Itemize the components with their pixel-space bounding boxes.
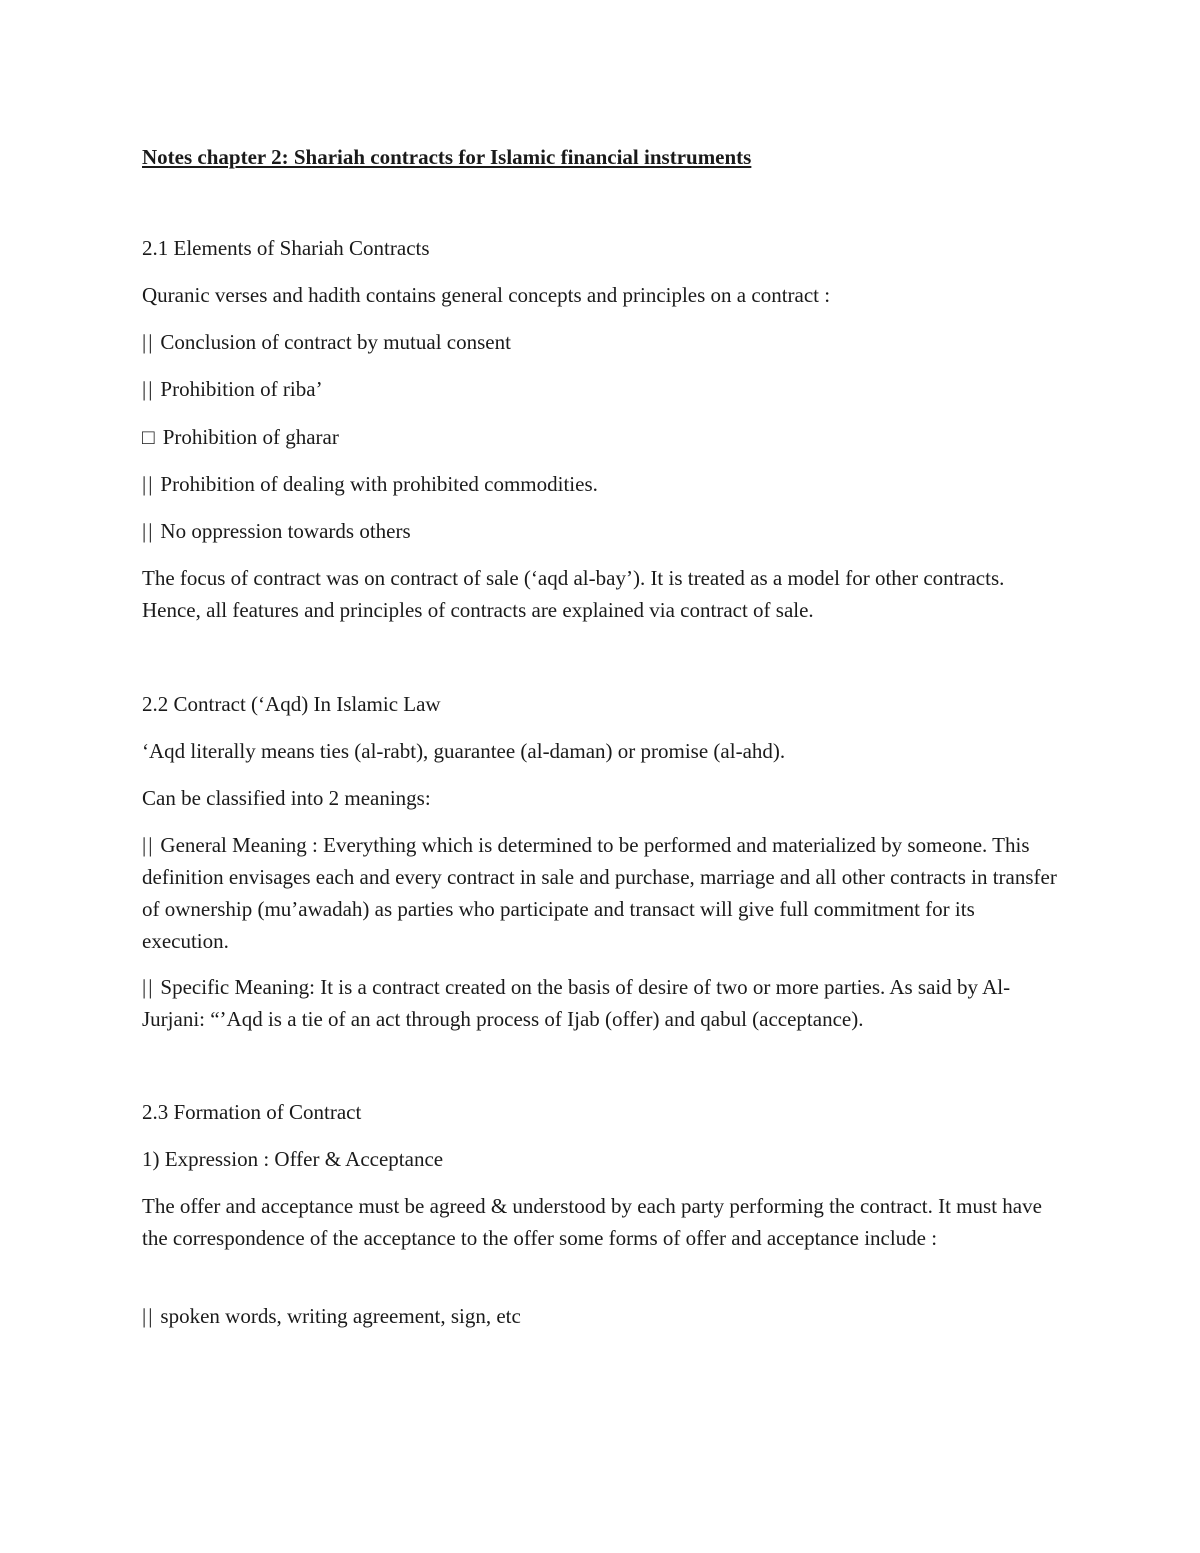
list-item xyxy=(142,829,1057,957)
definition-line: ‘Aqd literally means ties (al-rabt), guarantee (al-daman) or promise (al-ahd). xyxy=(142,739,786,763)
section-heading: 2.1 Elements of Shariah Contracts xyxy=(142,236,430,260)
classification-line: Can be classified into 2 meanings: xyxy=(142,786,431,810)
list-item xyxy=(142,971,1057,1035)
section-paragraph: The offer and acceptance must be agreed & understood by each party performing the contract. It must have the correspondence of the acceptance to the offer some forms of offer and acceptance include : xyxy=(142,1194,1042,1250)
bullet-marker: || xyxy=(142,472,155,496)
bullet-marker: □ xyxy=(142,425,157,449)
list-item xyxy=(142,515,411,547)
list-item-text: Prohibition of riba’ xyxy=(160,377,323,401)
list-item-text: Conclusion of contract by mutual consent xyxy=(160,330,511,354)
bullet-marker: || xyxy=(142,1304,155,1328)
list-item-text: General Meaning : Everything which is determined to be performed and materialized by someone. This definition envisages each and every contract in sale and purchase, marriage and all other contracts in transfer of ownership (mu’awadah) as parties who participate and transact will give full commitment for its execution. xyxy=(142,833,1057,953)
section-paragraph: The focus of contract was on contract of sale (‘aqd al-bay’). It is treated as a model for other contracts. Hence, all features and principles of contracts are explained via contract of sale. xyxy=(142,566,1005,622)
list-item-text: Prohibition of gharar xyxy=(162,425,339,449)
bullet-marker: || xyxy=(142,377,155,401)
list-item-text: No oppression towards others xyxy=(160,519,411,543)
list-item xyxy=(142,421,339,453)
list-item xyxy=(142,468,598,500)
section-heading: 2.3 Formation of Contract xyxy=(142,1100,362,1124)
subheading: 1) Expression : Offer & Acceptance xyxy=(142,1147,444,1171)
bullet-marker: || xyxy=(142,519,155,543)
document-title: Notes chapter 2: Shariah contracts for Islamic financial instruments xyxy=(142,145,752,169)
bullet-marker: || xyxy=(142,975,155,999)
bullet-marker: || xyxy=(142,833,155,857)
bullet-marker: || xyxy=(142,330,155,354)
section-heading: 2.2 Contract (‘Aqd) In Islamic Law xyxy=(142,692,441,716)
section-intro: Quranic verses and hadith contains general concepts and principles on a contract : xyxy=(142,283,831,307)
list-item-text: Specific Meaning: It is a contract created on the basis of desire of two or more parties. As said by Al-Jurjani: “’Aqd is a tie of an act through process of Ijab (offer) and qabul (acceptance). xyxy=(142,975,1011,1031)
list-item xyxy=(142,326,511,358)
list-item-text: Prohibition of dealing with prohibited commodities. xyxy=(160,472,598,496)
list-item-text: spoken words, writing agreement, sign, etc xyxy=(160,1304,521,1328)
list-item xyxy=(142,373,323,405)
list-item xyxy=(142,1300,521,1332)
